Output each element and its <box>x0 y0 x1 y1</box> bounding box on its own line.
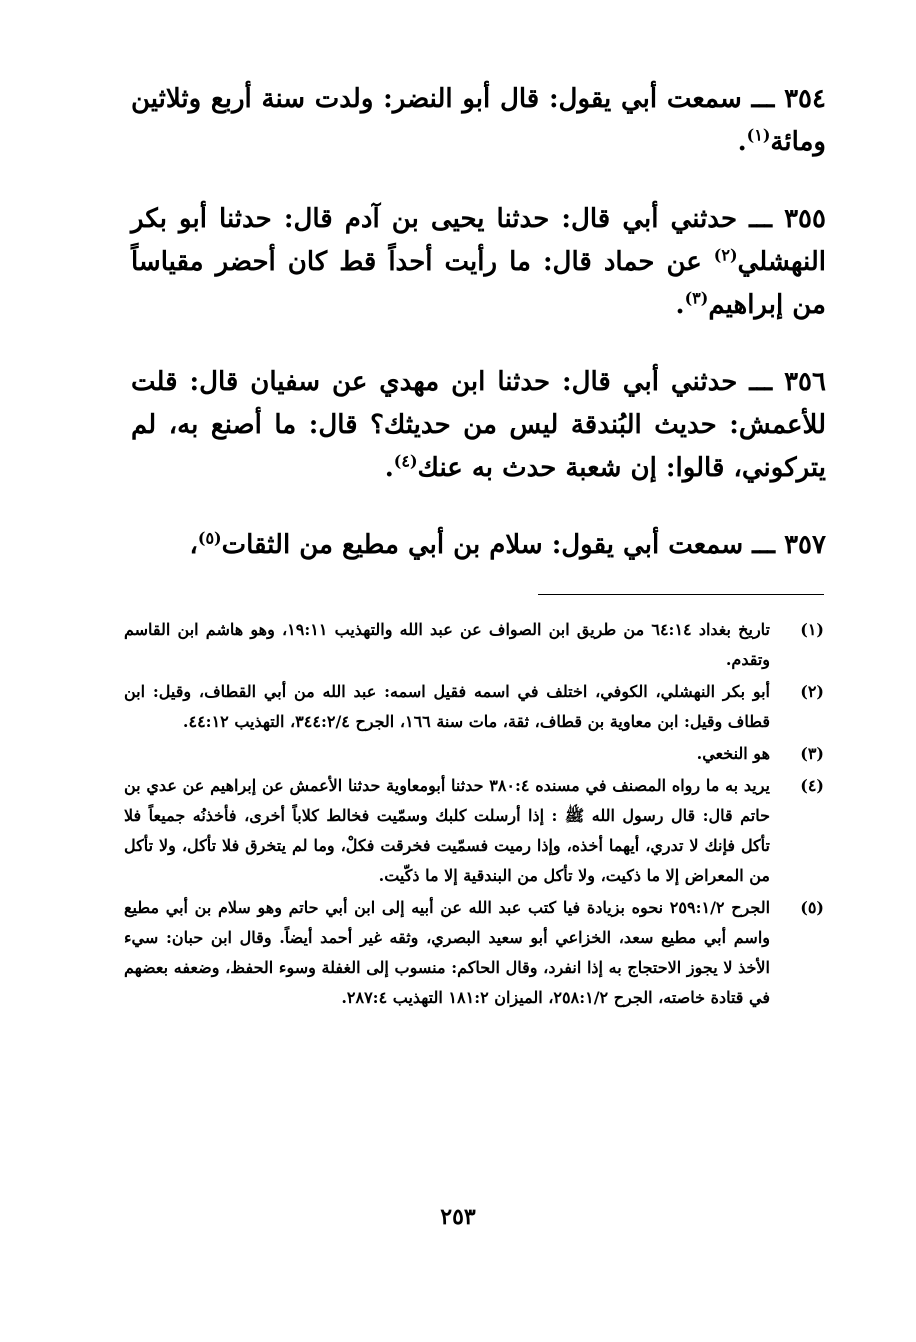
footnote-2 <box>124 677 824 737</box>
footnotes <box>124 615 824 1015</box>
footnote-reference: (١) <box>746 125 771 145</box>
footnote-marker: (١) <box>800 620 824 639</box>
footnote-divider <box>538 594 824 595</box>
footnote-4 <box>124 771 824 891</box>
paragraph-356 <box>131 361 826 490</box>
footnote-marker: (٢) <box>800 682 824 701</box>
footnote-reference: (٤) <box>393 451 418 471</box>
paragraph-tail: . <box>675 290 685 320</box>
main-text <box>131 78 826 601</box>
paragraph-text: ـــ سمعت أبي يقول: سلام بن أبي مطيع من الثقات <box>221 530 776 560</box>
footnote-marker: (٤) <box>800 776 824 795</box>
paragraph-number: ٣٥٥ <box>784 204 826 234</box>
footnote-text: يريد به ما رواه المصنف في مسنده ٣٨٠:٤ حدثنا أبومعاوية حدثنا الأعمش عن إبراهيم عن عدي بن حاتم قال: قال رسول الله ﷺ : إذا أرسلت كلبك وسمّيت فخالط كلاباً أخرى، فأخذنُه جميعاً فلا تأكل فإنك لا تدري، أيهما أخذه، وإذا رميت فسمّيت فخرقت فكلْ، وما لم يتخرق فلا تأكل، ولا تأكل من المعراض إلا ما ذكيت، ولا تأكل من البندقية إلا ما ذكّيت. <box>124 776 771 885</box>
footnote-1 <box>124 615 824 675</box>
paragraph-text: ـــ حدثني أبي قال: حدثنا يحيى بن آدم قال: حدثنا أبو بكر النهشلي <box>131 204 826 277</box>
paragraph-tail: ، <box>189 530 198 560</box>
paragraph-number: ٣٥٦ <box>784 367 826 397</box>
footnote-text: الجرح ٢٥٩:١/٢ نحوه بزيادة فيا كتب عبد الله عن أبيه إلى ابن أبي حاتم وهو سلام بن أبي مطيع واسم أبي مطيع سعد، الخزاعي أبو سعيد البصري، وثقه غير أحمد أيضاً. وقال ابن حبان: سيء الأخذ لا يجوز الاحتجاج به إذا انفرد، وقال الحاكم: منسوب إلى الغفلة وسوء الحفظ، وضعفه بعضهم في قتادة خاصته، الجرح ٢٥٨:١/٢، الميزان ١٨١:٢ التهذيب ٢٨٧:٤. <box>124 898 771 1007</box>
paragraph-number: ٣٥٧ <box>784 530 826 560</box>
footnote-5 <box>124 893 824 1013</box>
paragraph-text: ـــ حدثني أبي قال: حدثنا ابن مهدي عن سفيان قال: قلت للأعمش: حديث البُندقة ليس من حديثك؟ قال: ما أصنع به، لم يتركوني، قالوا: إن شعبة حدث به عنك <box>131 367 826 483</box>
paragraph-357 <box>131 524 826 567</box>
footnote-marker: (٥) <box>800 898 824 917</box>
paragraph-tail: . <box>737 127 747 157</box>
footnote-reference: (٥) <box>197 528 222 548</box>
paragraph-text-continued: عن حماد قال: ما رأيت أحداً قط كان أحضر مقياساً من إبراهيم <box>131 247 826 320</box>
footnote-reference: (٢) <box>713 245 738 265</box>
footnote-text: أبو بكر النهشلي، الكوفي، اختلف في اسمه فقيل اسمه: عبد الله من أبي القطاف، وقيل: ابن قطاف وقيل: ابن معاوية بن قطاف، ثقة، مات سنة ١٦٦، الجرح ٣٤٤:٢/٤، التهذيب ٤٤:١٢. <box>124 682 770 731</box>
footnote-text: هو النخعي. <box>696 744 770 763</box>
footnote-marker: (٣) <box>800 744 824 763</box>
footnote-3 <box>124 739 824 769</box>
page-number: ٢٥٣ <box>440 1204 476 1230</box>
footnote-text: تاريخ بغداد ٦٤:١٤ من طريق ابن الصواف عن عبد الله والتهذيب ١٩:١١، وهو هاشم ابن القاسم وتقدم. <box>124 620 770 669</box>
paragraph-tail: . <box>384 453 394 483</box>
paragraph-355 <box>131 198 826 327</box>
paragraph-number: ٣٥٤ <box>784 84 826 114</box>
footnote-reference: (٣) <box>684 288 709 308</box>
paragraph-text: ـــ سمعت أبي يقول: قال أبو النضر: ولدت سنة أربع وثلاثين ومائة <box>131 84 826 157</box>
paragraph-354 <box>131 78 826 164</box>
